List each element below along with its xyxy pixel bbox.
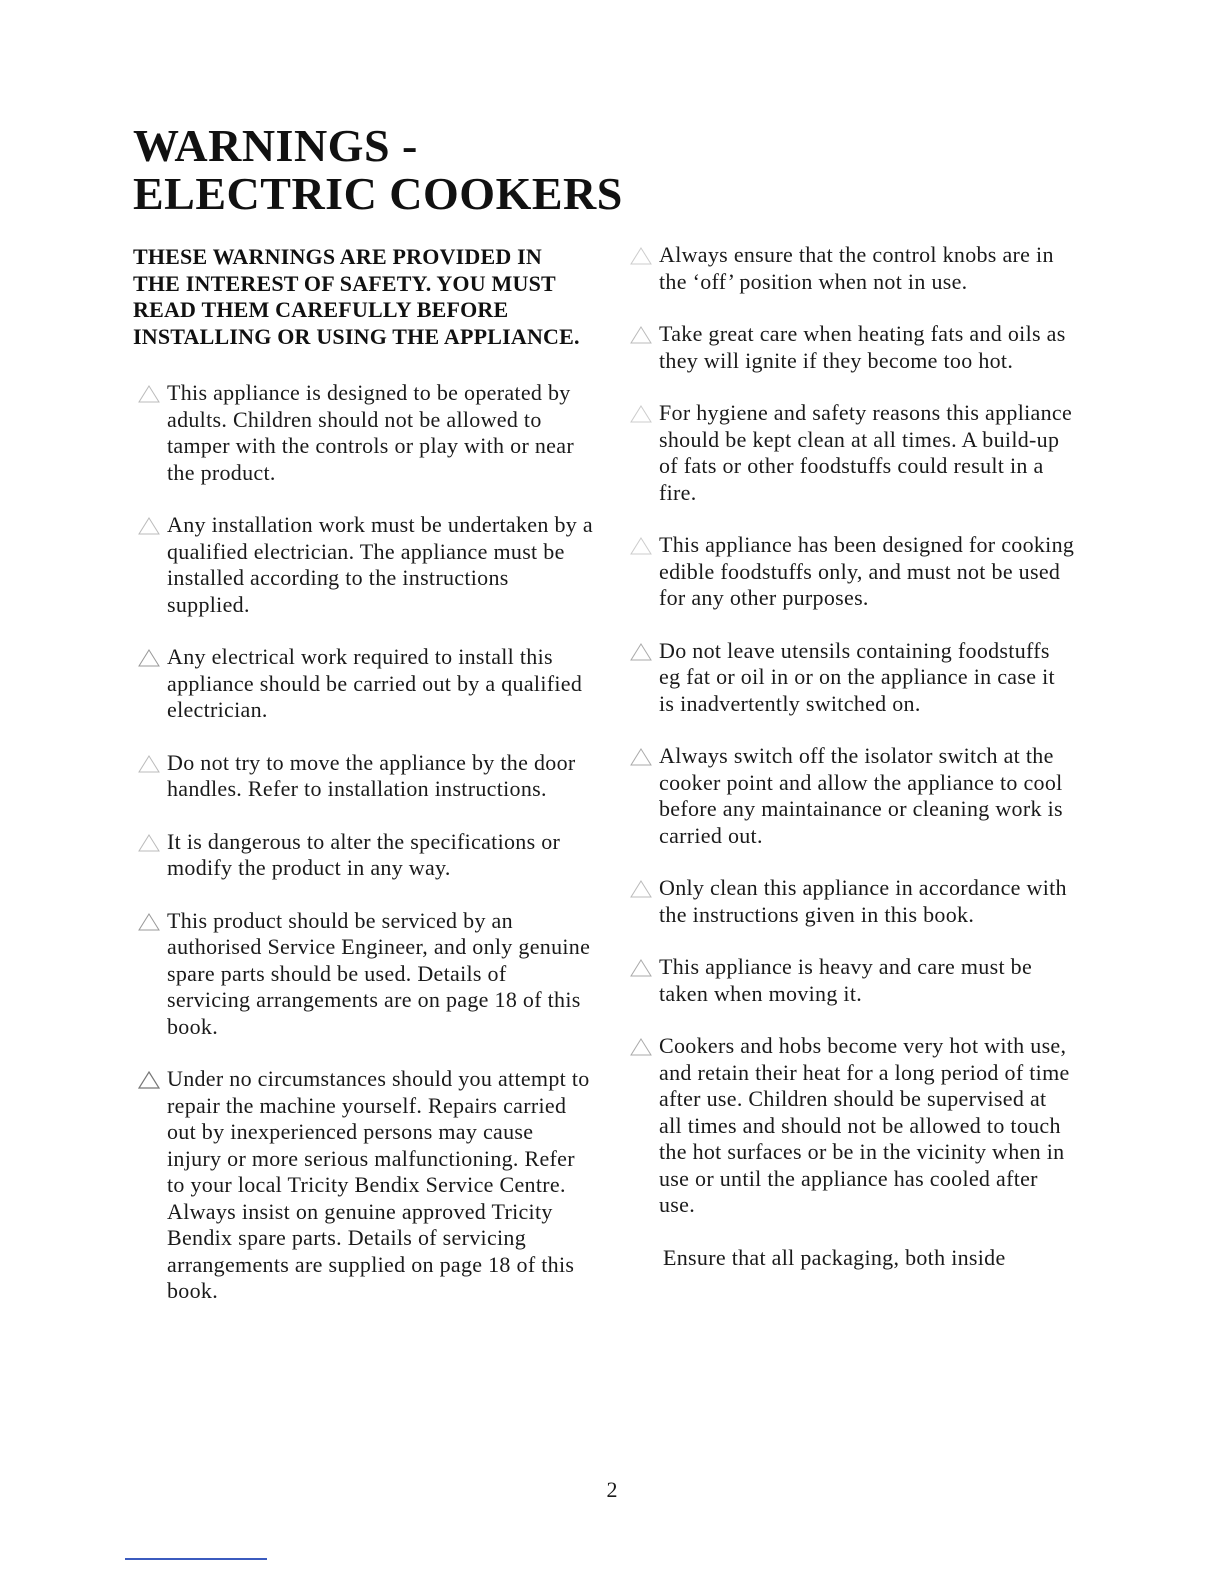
- warning-item: [625, 400, 1075, 506]
- warning-text: Any electrical work required to install this appliance should be carried out by a qualified electrician.: [167, 644, 583, 722]
- footer-rule: [125, 1558, 267, 1560]
- warning-text: Do not leave utensils containing foodstuffs eg fat or oil in or on the appliance in case it is inadvertently switched on.: [659, 637, 1055, 716]
- left-column: [133, 244, 593, 1305]
- warning-item: [133, 908, 593, 1041]
- warning-text: Under no circumstances should you attempt to repair the machine yourself. Repairs carried out by inexperienced persons may cause injury or more serious malfunctioning. Refer to your local Tricity Bendix Service Centre. Always insist on genuine approved Tricity Bendix spare parts. Details of servicing arrangements are supplied on page 18 of this book.: [167, 1066, 590, 1303]
- safety-intro: THESE WARNINGS ARE PROVIDED IN THE INTEREST OF SAFETY. YOU MUST READ THEM CAREFULLY BEFORE INSTALLING OR USING THE APPLIANCE.: [133, 244, 580, 349]
- warning-text: This appliance has been designed for cooking edible foodstuffs only, and must not be used for any other purposes.: [659, 532, 1075, 610]
- warning-item: [625, 638, 1075, 718]
- warning-triangle-icon: [629, 879, 653, 899]
- warning-text: Always ensure that the control knobs are in the ‘off’ position when not in use.: [659, 242, 1054, 294]
- right-column: [625, 242, 1075, 1271]
- warning-text: Cookers and hobs become very hot with use, and retain their heat for a long period of time after use. Children should be supervised at all times and should not be allowed to touch the hot surfaces or be in the vicinity when in use or until the appliance has cooled after use.: [659, 1033, 1070, 1217]
- warning-triangle-icon: [137, 516, 161, 536]
- warning-text: This appliance is heavy and care must be taken when moving it.: [659, 954, 1033, 1006]
- warning-triangle-icon: [629, 747, 653, 767]
- title-line-1: WARNINGS -: [133, 120, 418, 171]
- warning-item: [625, 954, 1075, 1007]
- page-number: 2: [606, 1477, 618, 1502]
- warning-text: This appliance is designed to be operated by adults. Children should not be allowed to tamper with the controls or play with or near the product.: [167, 380, 574, 485]
- warning-item: [133, 750, 593, 803]
- warning-triangle-icon: [629, 958, 653, 978]
- title-line-2: ELECTRIC COOKERS: [133, 168, 623, 219]
- warning-triangle-icon: [137, 833, 161, 853]
- page-title: [133, 122, 623, 218]
- warning-text: Any installation work must be undertaken by a qualified electrician. The appliance must be installed according to the instructions supplied.: [167, 512, 593, 617]
- warning-triangle-icon: [137, 912, 161, 932]
- warning-triangle-icon: [629, 536, 653, 556]
- warning-triangle-icon: [137, 648, 161, 668]
- trailing-paragraph: Ensure that all packaging, both inside: [663, 1244, 1006, 1270]
- warning-triangle-icon: [629, 1037, 653, 1057]
- warning-item: [625, 242, 1075, 295]
- warning-text: Take great care when heating fats and oils as they will ignite if they become too hot.: [659, 321, 1066, 373]
- warning-text: This product should be serviced by an authorised Service Engineer, and only genuine spare parts should be used. Details of servicing arrangements are on page 18 of this book.: [167, 907, 591, 1039]
- warning-item: [625, 1033, 1075, 1219]
- warning-triangle-icon: [629, 325, 653, 345]
- warning-text: Always switch off the isolator switch at the cooker point and allow the appliance to cool before any maintainance or cleaning work is carried out.: [659, 743, 1063, 848]
- warning-item: [133, 380, 593, 486]
- warning-item: [133, 512, 593, 618]
- warning-text: It is dangerous to alter the specifications or modify the product in any way.: [167, 828, 561, 880]
- warning-triangle-icon: [629, 404, 653, 424]
- warning-item: [625, 875, 1075, 928]
- warning-item: [625, 532, 1075, 612]
- warning-item: [133, 829, 593, 882]
- warning-triangle-icon: [137, 1070, 161, 1090]
- warning-item: [133, 644, 593, 724]
- warning-triangle-icon: [629, 642, 653, 662]
- warning-text: For hygiene and safety reasons this appliance should be kept clean at all times. A build-up of fats or other foodstuffs could result in a fire.: [659, 400, 1073, 505]
- warning-triangle-icon: [629, 246, 653, 266]
- warning-triangle-icon: [137, 384, 161, 404]
- warning-item: [625, 743, 1075, 849]
- warning-item: [133, 1066, 593, 1305]
- warning-triangle-icon: [137, 754, 161, 774]
- warning-text: Only clean this appliance in accordance with the instructions given in this book.: [659, 875, 1067, 927]
- warning-text: Do not try to move the appliance by the door handles. Refer to installation instructions.: [167, 749, 576, 801]
- warning-item: [625, 321, 1075, 374]
